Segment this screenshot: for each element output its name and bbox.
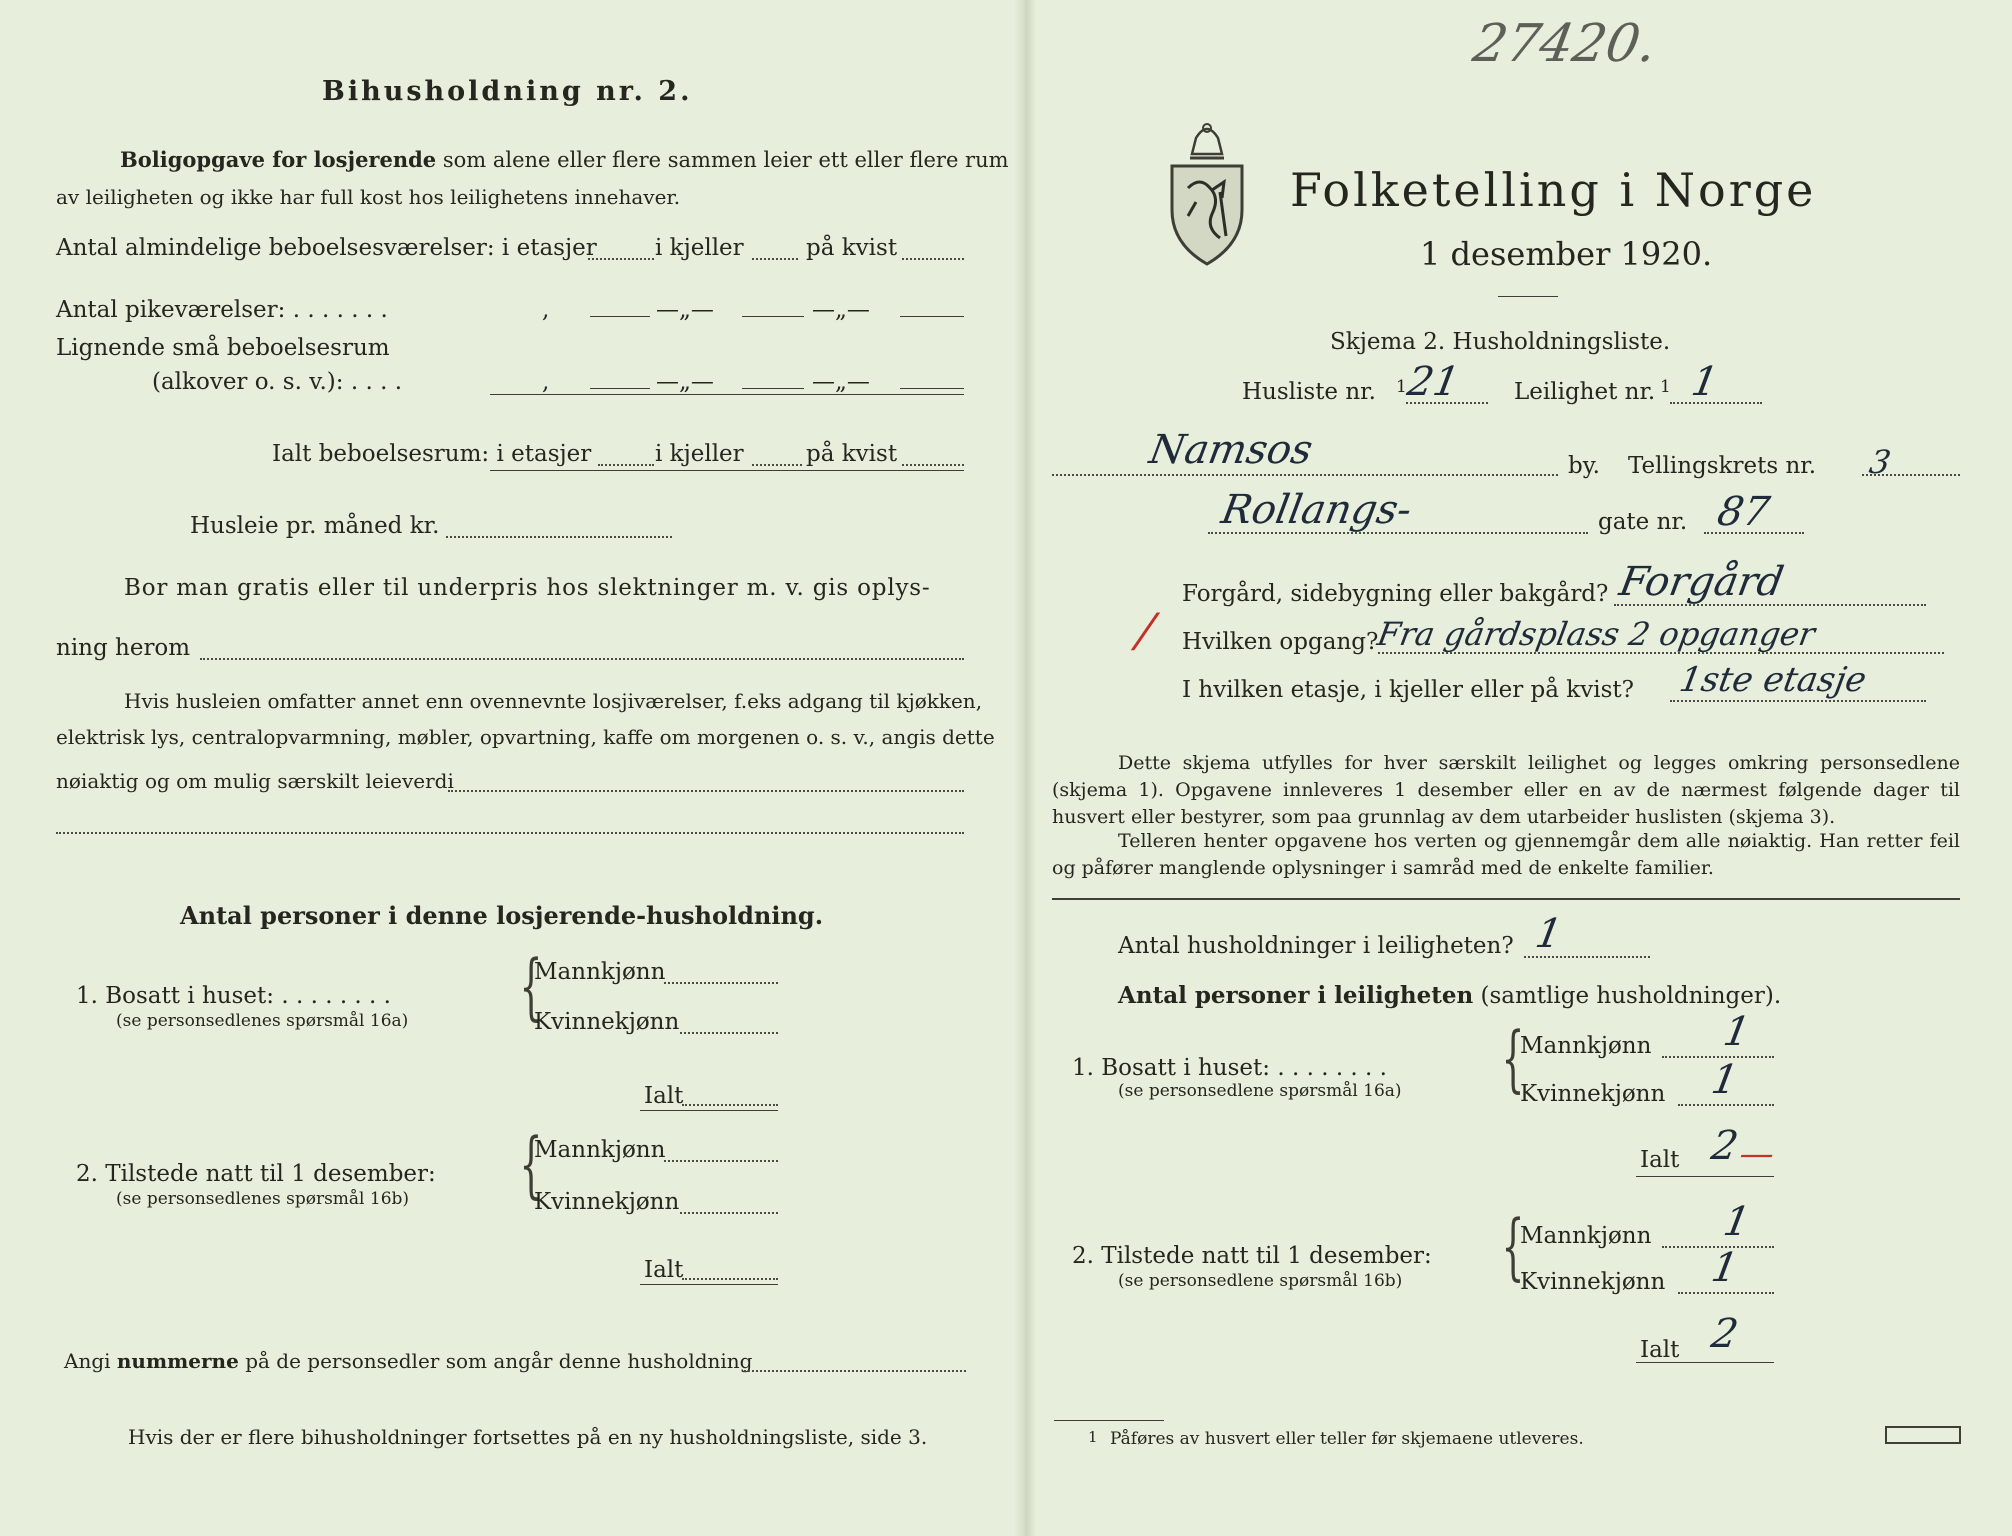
right-present-female-value[interactable]: 1 <box>1707 1245 1742 1291</box>
left-present-total-field[interactable] <box>682 1278 778 1280</box>
rent-label: Husleie pr. måned kr. <box>190 513 440 539</box>
by-label: by. <box>1568 453 1600 479</box>
gate-label: gate nr. <box>1598 509 1688 535</box>
schema-label: Skjema 2. Husholdningsliste. <box>1330 329 1671 355</box>
left-present-female: Kvinnekjønn <box>534 1189 680 1215</box>
rooms-kjeller-label: i kjeller <box>655 235 744 261</box>
right-present-total-rule <box>1636 1362 1774 1363</box>
forgard-label: Forgård, sidebygning eller bakgård? <box>1182 581 1609 607</box>
sheet-number: 27420. <box>1468 14 1662 74</box>
left-present-total: Ialt <box>644 1257 684 1283</box>
right-resident-male-value[interactable]: 1 <box>1719 1009 1754 1055</box>
right-persons-heading: Antal personer i leiligheten (samtlige husholdninger). <box>1118 982 1782 1009</box>
right-resident-female: Kvinnekjønn <box>1520 1081 1666 1107</box>
footnote-mark: 1 <box>1088 1428 1098 1446</box>
right-present-male: Mannkjønn <box>1520 1223 1652 1249</box>
left-resident-total-field[interactable] <box>682 1104 778 1106</box>
right-present-ref: (se personsedlene spørsmål 16b) <box>1118 1271 1403 1291</box>
rooms-etasjer-field[interactable] <box>588 258 654 260</box>
left-resident-ref: (se personsedlenes spørsmål 16a) <box>116 1011 409 1031</box>
intro-bold: Boligopgave for losjerende som alene eller flere sammen leier ett eller flere rum <box>120 147 1009 172</box>
red-check-mark: / <box>1133 603 1159 657</box>
instructions-1: Dette skjema utfylles for hver særskilt leilighet og legges omkring personsedlene (skjema 1). Opgavene innleveres 1 desember eller en av de nærmest følgende dager til husvert eller bestyrer, som paa grunnlag av dem utarbeider huslisten (skjema 3). <box>1052 752 1960 828</box>
left-present-female-field[interactable] <box>680 1212 778 1214</box>
right-resident-label: 1. Bosatt i huset: . . . . . . . . <box>1072 1055 1387 1081</box>
krets-label: Tellingskrets nr. <box>1628 453 1817 479</box>
pike-dash-3 <box>900 316 964 317</box>
continue-note: Hvis der er flere bihusholdninger fortsettes på en ny husholdningsliste, side 3. <box>128 1425 928 1449</box>
street-value[interactable]: Rollangs- <box>1217 487 1416 533</box>
pike-dash-1 <box>590 316 650 317</box>
includes-text-2: elektrisk lys, centralopvarmning, møbler, opvartning, kaffe om morgenen o. s. v., angis dette <box>56 725 995 749</box>
right-title: Folketelling i Norge <box>1290 163 1817 217</box>
right-present-brace: { <box>1501 1204 1525 1288</box>
left-present-total-rule <box>640 1284 778 1285</box>
numbers-label: Angi nummerne på de personsedler som angår denne husholdning <box>64 1349 753 1373</box>
left-resident-male-field[interactable] <box>664 982 778 984</box>
left-resident-total-rule <box>640 1110 778 1111</box>
etasje-field <box>1670 700 1926 702</box>
left-resident-female-field[interactable] <box>680 1032 778 1034</box>
intro-line-2: av leiligheten og ikke har full kost hos leilighetens innehaver. <box>56 185 681 209</box>
gate-value[interactable]: 87 <box>1713 489 1773 535</box>
small-rooms-label-1: Lignende små beboelsesrum <box>56 335 390 361</box>
small-dash-1 <box>590 388 650 389</box>
opgang-field <box>1378 652 1944 654</box>
households-value[interactable]: 1 <box>1531 911 1566 957</box>
left-resident-label: 1. Bosatt i huset: . . . . . . . . <box>76 983 391 1009</box>
right-resident-ref: (se personsedlene spørsmål 16a) <box>1118 1081 1402 1101</box>
small-ditto-2: —„— <box>656 369 714 395</box>
leilighet-label: Leilighet nr. <box>1514 379 1656 405</box>
left-present-male-field[interactable] <box>664 1160 778 1162</box>
small-ditto: , <box>542 369 550 395</box>
free-field[interactable] <box>200 658 964 660</box>
right-resident-brace: { <box>1501 1016 1525 1100</box>
right-resident-total: Ialt <box>1640 1147 1680 1173</box>
right-present-label: 2. Tilstede natt til 1 desember: <box>1072 1243 1432 1269</box>
right-present-male-value[interactable]: 1 <box>1719 1199 1754 1245</box>
left-resident-brace: { <box>519 944 543 1028</box>
leieverdi-field[interactable] <box>448 790 964 792</box>
title-rule <box>1498 296 1558 297</box>
right-resident-total-rule <box>1636 1176 1774 1177</box>
rooms-label: Antal almindelige beboelsesværelser: i etasjer <box>56 235 597 261</box>
right-resident-total-value[interactable]: 2 <box>1707 1123 1742 1169</box>
sum-rule <box>490 394 964 395</box>
husliste-field <box>1406 402 1488 404</box>
left-resident-male: Mannkjønn <box>534 959 666 985</box>
total-kjeller-label: i kjeller <box>655 441 744 467</box>
small-dash-2 <box>742 388 804 389</box>
left-present-ref: (se personsedlenes spørsmål 16b) <box>116 1189 410 1209</box>
husliste-footnote-mark: 1 <box>1396 377 1407 397</box>
printer-stamp <box>1885 1426 1961 1444</box>
total-rule <box>490 470 964 471</box>
pike-ditto-3: —„— <box>812 297 870 323</box>
pike-ditto-2: —„— <box>656 297 714 323</box>
left-present-male: Mannkjønn <box>534 1137 666 1163</box>
gate-field <box>1704 532 1804 534</box>
rent-field[interactable] <box>446 536 672 538</box>
krets-field <box>1862 474 1960 476</box>
right-present-female: Kvinnekjønn <box>1520 1269 1666 1295</box>
households-label: Antal husholdninger i leiligheten? <box>1118 933 1514 959</box>
street-field <box>1208 532 1588 534</box>
small-dash-3 <box>900 388 964 389</box>
forgard-value[interactable]: Forgård <box>1615 559 1788 605</box>
red-correction-mark: — <box>1736 1134 1778 1174</box>
opgang-label: Hvilken opgang? <box>1182 629 1379 655</box>
leilighet-field <box>1670 402 1762 404</box>
left-present-brace: { <box>519 1122 543 1206</box>
husliste-value[interactable]: 21 <box>1403 359 1463 405</box>
small-ditto-3: —„— <box>812 369 870 395</box>
husliste-label: Husliste nr. <box>1242 379 1376 405</box>
leieverdi-field-2[interactable] <box>56 832 964 834</box>
total-kvist-field[interactable] <box>902 464 964 466</box>
rooms-kvist-label: på kvist <box>806 235 898 261</box>
city-value[interactable]: Namsos <box>1145 427 1316 473</box>
total-rooms-label: Ialt beboelsesrum: i etasjer <box>272 441 592 467</box>
etasje-value[interactable]: 1ste etasje <box>1676 660 1870 700</box>
includes-text-1: Hvis husleien omfatter annet enn ovennevnte losjiværelser, f.eks adgang til kjøkken, <box>124 689 983 713</box>
total-kjeller-field[interactable] <box>752 464 802 466</box>
leilighet-value[interactable]: 1 <box>1687 359 1722 405</box>
footnote-rule <box>1054 1420 1164 1421</box>
right-date: 1 desember 1920. <box>1420 235 1713 273</box>
free-label-1: Bor man gratis eller til underpris hos slektninger m. v. gis oplys- <box>124 575 931 601</box>
right-present-female-field <box>1678 1292 1774 1294</box>
includes-text-3: nøiaktig og om mulig særskilt leieverdi <box>56 769 454 793</box>
forgard-field <box>1614 604 1926 606</box>
rooms-kvist-field[interactable] <box>902 258 964 260</box>
section-rule <box>1052 898 1960 900</box>
left-persons-heading: Antal personer i denne losjerende-husholdning. <box>180 901 824 930</box>
leilighet-footnote-mark: 1 <box>1660 377 1671 397</box>
pike-ditto: , <box>542 297 550 323</box>
coat-of-arms-icon <box>1166 118 1248 268</box>
total-etasjer-field[interactable] <box>598 464 654 466</box>
footnote-text: Påføres av husvert eller teller før skjemaene utleveres. <box>1110 1429 1584 1449</box>
left-title: Bihusholdning nr. 2. <box>322 76 693 107</box>
numbers-field[interactable] <box>744 1370 966 1372</box>
page-fold <box>1014 0 1036 1536</box>
right-resident-female-value[interactable]: 1 <box>1707 1057 1742 1103</box>
right-resident-female-field <box>1678 1104 1774 1106</box>
pike-label: Antal pikeværelser: . . . . . . . <box>56 297 388 323</box>
pike-dash-2 <box>742 316 804 317</box>
households-field <box>1524 956 1650 958</box>
city-field <box>1052 474 1558 476</box>
krets-value[interactable]: 3 <box>1866 443 1894 481</box>
left-resident-total: Ialt <box>644 1083 684 1109</box>
small-rooms-label-2: (alkover o. s. v.): . . . . <box>152 369 403 395</box>
instructions-2: Telleren henter opgavene hos verten og gjennemgår dem alle nøiaktig. Han retter feil og påfører manglende oplysninger i samråd med de enkelte familier. <box>1052 830 1960 879</box>
right-present-total-value[interactable]: 2 <box>1707 1311 1742 1357</box>
opgang-value[interactable]: Fra gårdsplass 2 opganger <box>1374 615 1818 653</box>
right-resident-male: Mannkjønn <box>1520 1033 1652 1059</box>
left-present-label: 2. Tilstede natt til 1 desember: <box>76 1161 436 1187</box>
right-present-total: Ialt <box>1640 1337 1680 1363</box>
rooms-kjeller-field[interactable] <box>752 258 798 260</box>
left-resident-female: Kvinnekjønn <box>534 1009 680 1035</box>
free-label-2: ning herom <box>56 635 191 661</box>
total-kvist-label: på kvist <box>806 441 898 467</box>
etasje-label: I hvilken etasje, i kjeller eller på kvist? <box>1182 677 1634 703</box>
